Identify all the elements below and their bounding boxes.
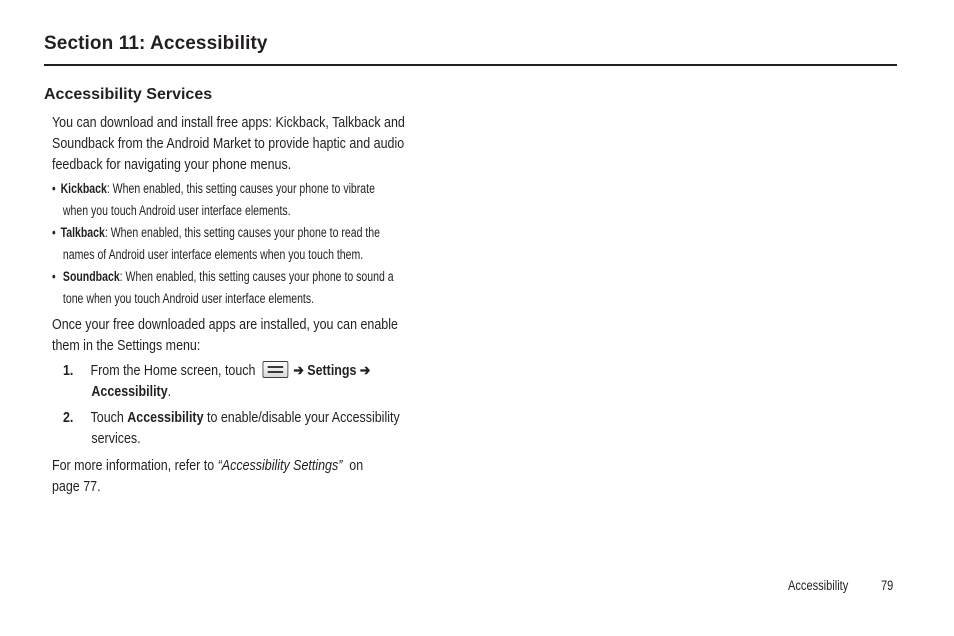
installed-line: Once your free downloaded apps are installed, you can enable: [52, 317, 398, 333]
step-1: [63, 361, 441, 403]
bullet-talkback: [52, 222, 458, 265]
step-text: services.: [91, 431, 141, 447]
bullet-marker: •: [52, 225, 56, 240]
arrow-icon: ➔: [293, 363, 304, 379]
bullet-marker: •: [52, 269, 56, 284]
section-title: Section 11: Accessibility: [44, 33, 268, 54]
bullet-text: : When enabled, this setting causes your phone to vibrate: [106, 181, 375, 196]
bullet-text: when you touch Android user interface elements.: [62, 202, 291, 218]
step-2: [63, 408, 441, 450]
bullet-text: : When enabled, this setting causes your phone to read the: [104, 225, 381, 240]
reference-link: “Accessibility Settings”: [217, 458, 343, 474]
accessibility-label: Accessibility: [127, 410, 204, 426]
bullet-text: : When enabled, this setting causes your phone to sound a: [119, 269, 394, 284]
menu-key-icon: [262, 361, 288, 378]
reference-text: For more information, refer to: [52, 458, 215, 474]
settings-label: Settings: [307, 363, 357, 379]
accessibility-label: Accessibility: [91, 384, 168, 400]
bullet-soundback: [52, 266, 458, 309]
intro-line: Soundback from the Android Market to provide haptic and audio: [52, 136, 405, 152]
bullet-text: names of Android user interface elements when you touch them.: [62, 246, 364, 262]
bullet-term: Soundback: [62, 269, 120, 284]
step-text: Touch: [90, 410, 124, 426]
bullet-term: Talkback: [60, 225, 105, 240]
footer-section-name: Accessibility: [788, 578, 849, 593]
intro-paragraph: [52, 113, 448, 176]
bullet-kickback: [52, 178, 458, 221]
reference-text: on: [349, 458, 364, 474]
intro-line: You can download and install free apps: Kickback, Talkback and: [52, 115, 405, 131]
arrow-icon: ➔: [359, 363, 371, 379]
step-number: 2.: [63, 410, 74, 426]
step-period: .: [167, 384, 172, 400]
installed-paragraph: [52, 315, 448, 357]
subsection-title: Accessibility Services: [44, 86, 213, 103]
step-text: to enable/disable your Accessibility: [206, 410, 400, 426]
step-text: From the Home screen, touch: [90, 363, 256, 379]
step-number: 1.: [63, 363, 74, 379]
bullet-term: Kickback: [60, 181, 107, 196]
bullet-text: tone when you touch Android user interface elements.: [62, 290, 315, 306]
intro-line: feedback for navigating your phone menus.: [52, 157, 292, 173]
installed-line: them in the Settings menu:: [52, 338, 201, 354]
bullet-marker: •: [52, 181, 56, 196]
reference-text: page 77.: [52, 479, 101, 495]
page-number: 79: [881, 578, 894, 593]
reference-paragraph: [52, 456, 448, 498]
title-divider: [44, 64, 897, 66]
